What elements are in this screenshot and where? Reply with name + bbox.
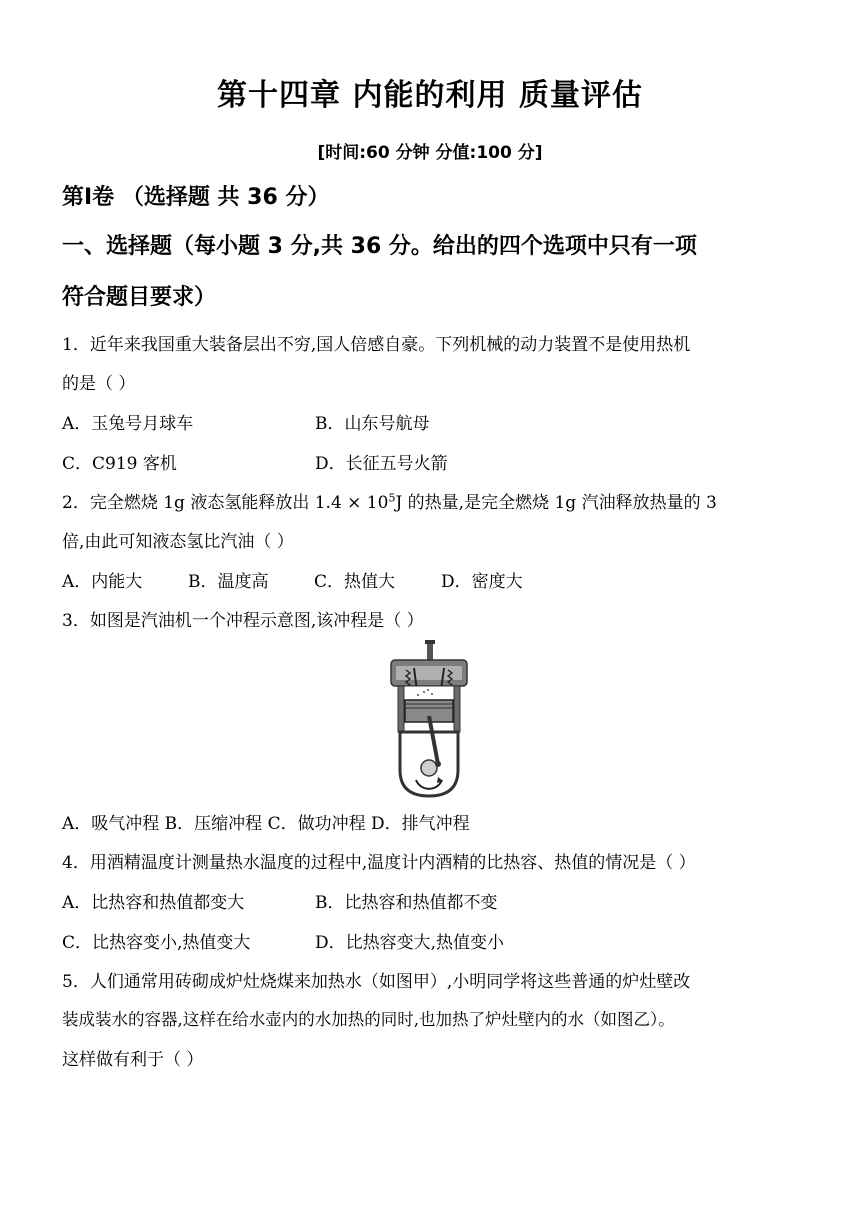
q2-stem-line2: 倍,由此可知液态氢比汽油（ ） — [62, 532, 294, 552]
q2-option-a: A．内能大 — [62, 572, 143, 592]
q2-stem-post: J 的热量,是完全燃烧 1g 汽油释放热量的 3 — [395, 493, 717, 513]
q2-stem-line1 — [62, 488, 717, 513]
q4-option-d: D．比热容变大,热值变小 — [315, 933, 505, 953]
q4-stem: 4．用酒精温度计测量热水温度的过程中,温度计内酒精的比热容、热值的情况是（ ） — [62, 853, 696, 873]
section-heading-line1: 一、选择题（每小题 3 分,共 36 分。给出的四个选项中只有一项 — [62, 234, 697, 259]
q1-stem-line2: 的是（ ） — [62, 374, 136, 394]
q4-option-c: C．比热容变小,热值变大 — [62, 933, 251, 953]
q5-stem-line2: 装成装水的容器,这样在给水壶内的水加热的同时,也加热了炉灶壁内的水（如图乙）。 — [62, 1010, 675, 1029]
engine-stroke-diagram — [388, 640, 470, 800]
q2-stem-pre: 2．完全燃烧 1g 液态氢能释放出 1.4 × 10 — [62, 493, 389, 513]
q2-option-b: B．温度高 — [188, 572, 269, 592]
time-score-info: [时间:60 分钟 分值:100 分] — [317, 143, 543, 163]
q1-option-b: B．山东号航母 — [315, 414, 430, 434]
q1-option-c: C．C919 客机 — [62, 454, 177, 474]
q5-stem-line1: 5．人们通常用砖砌成炉灶烧煤来加热水（如图甲）,小明同学将这些普通的炉灶壁改 — [62, 972, 691, 992]
q2-option-c: C．热值大 — [314, 572, 396, 592]
q5-stem-line3: 这样做有利于（ ） — [62, 1050, 204, 1070]
q1-option-a: A．玉兔号月球车 — [62, 414, 194, 434]
q2-exponent: 5 — [388, 491, 396, 505]
q1-option-d: D．长征五号火箭 — [315, 454, 448, 474]
part-heading: 第Ⅰ卷 （选择题 共 36 分） — [62, 185, 330, 210]
q3-options: A．吸气冲程 B．压缩冲程 C．做功冲程 D．排气冲程 — [62, 814, 470, 834]
q4-option-b: B．比热容和热值都不变 — [315, 893, 498, 913]
q2-option-d: D．密度大 — [441, 572, 523, 592]
section-heading-line2: 符合题目要求） — [62, 285, 217, 310]
page-title: 第十四章 内能的利用 质量评估 — [217, 78, 643, 113]
q4-option-a: A．比热容和热值都变大 — [62, 893, 245, 913]
q3-stem: 3．如图是汽油机一个冲程示意图,该冲程是（ ） — [62, 611, 424, 631]
q1-stem-line1: 1．近年来我国重大装备层出不穷,国人倍感自豪。下列机械的动力装置不是使用热机 — [62, 335, 691, 355]
